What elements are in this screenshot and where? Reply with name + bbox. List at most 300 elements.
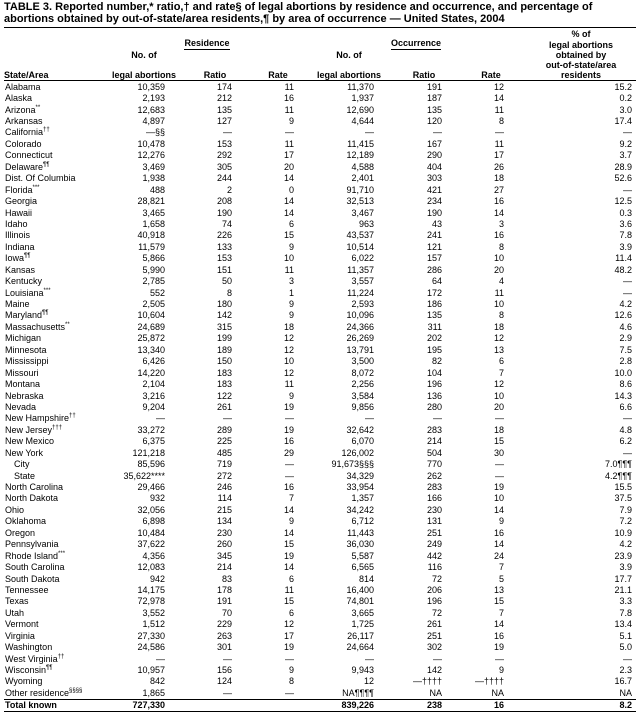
table-row xyxy=(4,607,636,618)
res-no-cell: 4,897 xyxy=(142,116,165,127)
res-ratio-cell: 8 xyxy=(226,287,232,298)
state-name: Delaware xyxy=(5,161,44,172)
occ-ratio-cell: 135 xyxy=(426,104,442,115)
table-row xyxy=(4,390,636,401)
pct-cell: 7.9 xyxy=(619,504,632,515)
occ-ratio-cell: 214 xyxy=(426,436,442,447)
state-cell xyxy=(4,230,108,241)
res-no-cell: —§§ xyxy=(145,127,165,138)
state-cell xyxy=(4,253,108,264)
pct-cell: 3.3 xyxy=(619,596,632,607)
state-cell xyxy=(4,619,108,630)
res-no-cell: 35,622**** xyxy=(123,470,165,481)
footnote-marker: ¶¶ xyxy=(24,253,31,260)
table-row xyxy=(4,630,636,641)
state-cell xyxy=(4,207,108,218)
occ-rate-cell: 10 xyxy=(493,390,504,401)
occ-no-cell: 91,710 xyxy=(346,184,374,195)
occ-no-cell: 12,690 xyxy=(346,104,374,115)
occ-no-cell: 32,513 xyxy=(346,196,374,207)
occ-no-cell: 32,642 xyxy=(346,424,374,435)
res-ratio-cell: 124 xyxy=(216,676,232,687)
state-name: State xyxy=(14,470,36,481)
occ-no-cell: 11,415 xyxy=(347,138,374,149)
occ-no-cell: 10,096 xyxy=(346,310,374,321)
pct-header-line3: obtained by xyxy=(555,50,607,60)
res-ratio-cell: 174 xyxy=(216,81,232,92)
table-header xyxy=(4,28,636,81)
state-cell xyxy=(4,81,108,93)
table-row xyxy=(4,173,636,184)
res-no-cell: 10,604 xyxy=(137,310,165,321)
res-ratio-cell: 74 xyxy=(221,218,232,229)
res-ratio-cell: 153 xyxy=(216,253,232,264)
pct-cell: 17.7 xyxy=(614,573,632,584)
res-ratio-cell: 114 xyxy=(217,493,232,504)
total-label: Total known xyxy=(4,699,108,711)
res-rate-cell: 14 xyxy=(283,207,294,218)
state-cell xyxy=(4,458,108,469)
occ-ratio-cell: 116 xyxy=(427,562,442,573)
occ-ratio-cell: 72 xyxy=(431,607,442,618)
res-rate-cell: — xyxy=(285,459,294,470)
occ-ratio-cell: 241 xyxy=(426,230,442,241)
res-ratio-cell: 150 xyxy=(216,356,232,367)
occ-ratio-header: Ratio xyxy=(392,70,456,81)
res-ratio-cell: 315 xyxy=(216,321,232,332)
occ-no-cell: 34,329 xyxy=(346,470,374,481)
state-name: Texas xyxy=(5,596,29,607)
pct-cell: — xyxy=(623,447,632,458)
occ-rate-cell: — xyxy=(495,470,504,481)
pct-cell: 4.2¶¶¶ xyxy=(604,470,632,481)
state-cell xyxy=(4,344,108,355)
occ-rate-cell: 16 xyxy=(493,230,504,241)
res-ratio-cell: 208 xyxy=(216,196,232,207)
table-row xyxy=(4,92,636,103)
res-no-cell: 1,658 xyxy=(142,218,165,229)
res-ratio-cell: 225 xyxy=(216,436,232,447)
occ-no-cell: 2,256 xyxy=(351,379,374,390)
res-rate-cell: 9 xyxy=(288,299,294,310)
state-cell xyxy=(4,630,108,641)
state-name: West Virginia xyxy=(5,653,58,664)
res-ratio-cell: 134 xyxy=(216,516,232,527)
state-name: Dist. Of Columbia xyxy=(5,173,76,184)
total-pct: 8.2 xyxy=(526,699,636,711)
state-name: Nebraska xyxy=(5,390,44,401)
res-no-cell: 24,586 xyxy=(137,642,165,653)
occ-rate-cell: 11 xyxy=(494,138,504,149)
state-name: North Dakota xyxy=(5,493,59,504)
res-ratio-cell: 292 xyxy=(216,150,232,161)
res-ratio-cell: 246 xyxy=(216,482,232,493)
occ-ratio-cell: 43 xyxy=(431,218,442,229)
res-ratio-cell: 183 xyxy=(216,367,232,378)
state-cell xyxy=(4,481,108,492)
occ-rate-cell: —†††† xyxy=(474,676,504,687)
occ-ratio-cell: 283 xyxy=(426,482,442,493)
occ-rate-cell: 16 xyxy=(493,527,504,538)
res-rate-cell: 11 xyxy=(284,379,294,390)
res-rate-cell: 12 xyxy=(283,344,294,355)
state-cell xyxy=(4,687,108,699)
table-row xyxy=(4,104,636,115)
res-ratio-cell: 226 xyxy=(216,230,232,241)
occ-ratio-cell: 249 xyxy=(426,539,442,550)
state-name: Arizona xyxy=(5,104,36,115)
state-cell xyxy=(4,298,108,309)
res-no-cell: 2,193 xyxy=(142,93,165,104)
res-ratio-cell: 183 xyxy=(216,379,232,390)
occ-ratio-cell: 302 xyxy=(426,642,442,653)
occ-ratio-cell: 286 xyxy=(426,264,442,275)
state-cell xyxy=(4,527,108,538)
res-no-of-header: No. of xyxy=(131,50,157,60)
pct-cell: 28.9 xyxy=(614,161,632,172)
occ-ratio-cell: 166 xyxy=(426,493,442,504)
res-rate-cell: 0 xyxy=(288,184,294,195)
table-row xyxy=(4,687,636,699)
res-rate-cell: 11 xyxy=(284,81,294,92)
occ-ratio-cell: 504 xyxy=(426,447,442,458)
state-name: Connecticut xyxy=(5,150,53,161)
occ-no-cell: 11,443 xyxy=(347,527,374,538)
occ-ratio-cell: 421 xyxy=(426,184,442,195)
pct-cell: 5.0 xyxy=(619,642,632,653)
res-no-cell: 10,484 xyxy=(137,527,165,538)
res-rate-cell: 14 xyxy=(283,196,294,207)
occ-rate-cell: — xyxy=(495,653,504,664)
res-no-cell: 72,978 xyxy=(137,596,165,607)
occ-rate-cell: 19 xyxy=(493,642,504,653)
res-no-cell: 6,426 xyxy=(142,356,165,367)
res-no-cell: 14,220 xyxy=(137,367,165,378)
res-no-cell: 25,872 xyxy=(137,333,165,344)
table-row xyxy=(4,596,636,607)
res-ratio-cell: — xyxy=(223,413,232,424)
state-name: Montana xyxy=(5,379,41,390)
state-cell xyxy=(4,607,108,618)
state-name: North Carolina xyxy=(5,482,64,493)
res-rate-cell: — xyxy=(285,127,294,138)
pct-header-line2: legal abortions xyxy=(548,40,613,50)
state-name: Kansas xyxy=(5,264,36,275)
res-rate-cell: 6 xyxy=(288,573,294,584)
table-row xyxy=(4,333,636,344)
footnote-marker: †† xyxy=(69,413,76,420)
occ-ratio-cell: 196 xyxy=(426,596,442,607)
state-cell xyxy=(4,664,108,675)
res-ratio-cell: 178 xyxy=(216,584,232,595)
occ-no-of-header: No. of xyxy=(336,50,362,60)
res-no-cell: 552 xyxy=(149,287,165,298)
res-rate-cell: 14 xyxy=(283,527,294,538)
res-rate-cell: 11 xyxy=(284,138,294,149)
occ-ratio-cell: 280 xyxy=(426,401,442,412)
occ-no-cell: 9,943 xyxy=(351,665,374,676)
state-name: Nevada xyxy=(5,401,37,412)
res-rate-cell: 11 xyxy=(284,104,294,115)
state-name: South Dakota xyxy=(5,573,60,584)
footnote-marker: ¶¶ xyxy=(43,161,50,168)
state-name: Oklahoma xyxy=(5,516,47,527)
occ-rate-header: Rate xyxy=(456,70,526,81)
table-row xyxy=(4,344,636,355)
pct-cell: 4.6 xyxy=(619,321,632,332)
occ-no-cell: 24,366 xyxy=(346,321,374,332)
table-row xyxy=(4,241,636,252)
res-no-cell: 13,340 xyxy=(137,344,165,355)
state-cell xyxy=(4,241,108,252)
occ-ratio-cell: 131 xyxy=(426,516,442,527)
table-row xyxy=(4,218,636,229)
occ-no-cell: 12 xyxy=(363,676,374,687)
res-ratio-cell: 719 xyxy=(216,459,232,470)
occ-no-cell: 12,189 xyxy=(346,150,374,161)
occ-ratio-cell: 290 xyxy=(426,150,442,161)
occ-rate-cell: 8 xyxy=(498,310,504,321)
res-ratio-cell: 2 xyxy=(226,184,232,195)
total-occ-rate: 16 xyxy=(456,699,526,711)
pct-cell: 16.7 xyxy=(614,676,632,687)
pct-cell: 7.8 xyxy=(619,230,632,241)
state-name: Maryland xyxy=(5,310,43,321)
table-row xyxy=(4,516,636,527)
res-rate-cell: 16 xyxy=(283,436,294,447)
state-cell xyxy=(4,413,108,424)
occ-ratio-cell: 202 xyxy=(426,333,442,344)
res-rate-cell: 19 xyxy=(283,424,294,435)
footnote-marker: ¶¶ xyxy=(46,665,53,672)
res-no-cell: 24,689 xyxy=(137,321,165,332)
res-no-cell: 10,478 xyxy=(137,138,165,149)
occ-rate-cell: 9 xyxy=(498,665,504,676)
pct-cell: — xyxy=(623,276,632,287)
footnote-marker: ** xyxy=(35,104,41,111)
footnote-marker: †† xyxy=(43,127,50,134)
state-name: Ohio xyxy=(5,504,25,515)
table-row xyxy=(4,264,636,275)
pct-cell: 2.9 xyxy=(619,333,632,344)
occ-ratio-cell: 157 xyxy=(426,253,442,264)
pct-header-line1: % of xyxy=(571,29,591,39)
pct-cell: 17.4 xyxy=(614,116,632,127)
occ-ratio-cell: 230 xyxy=(426,504,442,515)
table-row xyxy=(4,275,636,286)
pct-cell: 23.9 xyxy=(614,550,632,561)
occ-rate-cell: 7 xyxy=(498,562,504,573)
state-name: New Hampshire xyxy=(5,413,70,424)
state-cell xyxy=(4,424,108,435)
occ-no-cell: 1,937 xyxy=(351,93,374,104)
state-cell xyxy=(4,264,108,275)
occ-no-cell: 1,725 xyxy=(351,619,374,630)
res-rate-cell: 7 xyxy=(288,493,294,504)
state-name: Other residence xyxy=(5,687,70,698)
pct-cell: 0.3 xyxy=(619,207,632,218)
occ-no-cell: 2,401 xyxy=(351,173,374,184)
res-no-cell: 32,056 xyxy=(137,504,165,515)
occ-ratio-cell: 72 xyxy=(431,573,442,584)
res-rate-cell: — xyxy=(285,413,294,424)
total-res-ratio xyxy=(180,699,250,711)
res-rate-cell: — xyxy=(285,470,294,481)
occ-no-cell: 3,467 xyxy=(351,207,374,218)
occ-rate-cell: 12 xyxy=(493,81,504,92)
table-row xyxy=(4,470,636,481)
occ-ratio-cell: 303 xyxy=(426,173,442,184)
res-rate-cell: 12 xyxy=(283,367,294,378)
state-cell xyxy=(4,390,108,401)
occ-ratio-cell: 770 xyxy=(426,459,442,470)
occ-ratio-cell: 206 xyxy=(426,584,442,595)
table-row xyxy=(4,458,636,469)
res-no-cell: 12,083 xyxy=(137,562,165,573)
state-name: Illinois xyxy=(5,230,31,241)
res-ratio-cell: 301 xyxy=(216,642,232,653)
occ-no-cell: 6,070 xyxy=(351,436,374,447)
table-row xyxy=(4,481,636,492)
state-cell xyxy=(4,195,108,206)
res-no-cell: 6,375 xyxy=(142,436,165,447)
occ-ratio-cell: — xyxy=(433,127,442,138)
occ-rate-cell: 27 xyxy=(493,184,504,195)
occ-rate-cell: 4 xyxy=(498,276,504,287)
state-cell xyxy=(4,275,108,286)
pct-cell: 7.5 xyxy=(619,344,632,355)
occ-no-cell: 3,500 xyxy=(351,356,374,367)
occ-rate-cell: 5 xyxy=(498,573,504,584)
res-no-cell: 11,579 xyxy=(138,241,165,252)
res-ratio-cell: 272 xyxy=(216,470,232,481)
state-name: Arkansas xyxy=(5,116,43,127)
state-name: Wyoming xyxy=(5,676,43,687)
pct-cell: — xyxy=(623,127,632,138)
table-row xyxy=(4,664,636,675)
state-name: Massachusetts xyxy=(5,321,66,332)
occ-rate-cell: 19 xyxy=(493,482,504,493)
pct-cell: 6.6 xyxy=(619,401,632,412)
res-no-cell: 1,938 xyxy=(142,173,165,184)
occ-ratio-cell: 251 xyxy=(426,527,442,538)
res-no-cell: 2,505 xyxy=(142,299,165,310)
res-no-cell: 12,276 xyxy=(137,150,165,161)
res-ratio-cell: 305 xyxy=(216,161,232,172)
res-rate-cell: 6 xyxy=(288,607,294,618)
pct-cell: 2.3 xyxy=(619,665,632,676)
footnote-marker: ** xyxy=(65,321,70,328)
res-rate-cell: 9 xyxy=(288,116,294,127)
occ-ratio-cell: 142 xyxy=(426,665,442,676)
occ-no-cell: 74,801 xyxy=(346,596,374,607)
occ-rate-cell: — xyxy=(495,127,504,138)
res-no-cell: 5,866 xyxy=(142,253,165,264)
table-row xyxy=(4,310,636,321)
table-row xyxy=(4,287,636,298)
res-ratio-cell: 229 xyxy=(216,619,232,630)
table-row xyxy=(4,150,636,161)
res-rate-cell: 10 xyxy=(283,356,294,367)
res-ratio-cell: 212 xyxy=(216,93,232,104)
state-cell xyxy=(4,676,108,687)
occ-ratio-cell: 190 xyxy=(426,207,442,218)
res-ratio-cell: 263 xyxy=(216,630,232,641)
state-cell xyxy=(4,138,108,149)
state-name: Missouri xyxy=(5,367,39,378)
state-name: New York xyxy=(5,447,44,458)
occ-no-cell: — xyxy=(365,653,374,664)
res-rate-cell: 1 xyxy=(288,287,294,298)
res-ratio-cell: — xyxy=(223,127,232,138)
state-name: California xyxy=(5,127,44,138)
occ-rate-cell: 9 xyxy=(498,516,504,527)
pct-cell: — xyxy=(623,184,632,195)
state-name: Minnesota xyxy=(5,344,47,355)
occ-no-cell: 33,954 xyxy=(346,482,374,493)
occ-rate-cell: 12 xyxy=(493,333,504,344)
res-rate-cell: — xyxy=(285,687,294,698)
table-row xyxy=(4,138,636,149)
occ-rate-cell: — xyxy=(495,413,504,424)
state-name: Washington xyxy=(5,642,53,653)
occ-ratio-cell: 262 xyxy=(426,470,442,481)
state-cell xyxy=(4,92,108,103)
occ-ratio-cell: 251 xyxy=(426,630,442,641)
state-cell xyxy=(4,573,108,584)
res-no-cell: 121,218 xyxy=(132,447,165,458)
occ-ratio-cell: 187 xyxy=(426,93,442,104)
occ-rate-cell: 12 xyxy=(493,379,504,390)
table-row xyxy=(4,561,636,572)
occ-no-cell: 6,022 xyxy=(351,253,374,264)
res-ratio-cell: 127 xyxy=(216,116,232,127)
occ-ratio-cell: 167 xyxy=(426,138,442,149)
occ-ratio-cell: 404 xyxy=(426,161,442,172)
occ-rate-cell: 20 xyxy=(493,264,504,275)
footnote-marker: *** xyxy=(58,550,66,557)
state-cell xyxy=(4,310,108,321)
occ-no-cell: 6,712 xyxy=(351,516,374,527)
res-ratio-cell: — xyxy=(223,653,232,664)
occ-rate-cell: 16 xyxy=(493,630,504,641)
occ-no-cell: 963 xyxy=(358,218,374,229)
pct-cell: 15.5 xyxy=(614,482,632,493)
pct-cell: 11.4 xyxy=(615,253,632,264)
occ-no-cell: 4,644 xyxy=(351,116,374,127)
table-row xyxy=(4,401,636,412)
pct-cell: 3.6 xyxy=(619,218,632,229)
res-rate-cell: — xyxy=(285,653,294,664)
pct-cell: 4.8 xyxy=(619,424,632,435)
occ-ratio-cell: — xyxy=(433,653,442,664)
res-rate-cell: 19 xyxy=(283,401,294,412)
state-name: South Carolina xyxy=(5,562,65,573)
pct-cell: 8.6 xyxy=(619,379,632,390)
table-row xyxy=(4,493,636,504)
footnote-marker: §§§§ xyxy=(69,687,83,694)
res-ratio-cell: 244 xyxy=(216,173,232,184)
res-rate-cell: 29 xyxy=(283,447,294,458)
res-rate-cell: 17 xyxy=(283,630,294,641)
res-ratio-cell: 485 xyxy=(216,447,232,458)
state-name: Kentucky xyxy=(5,276,43,287)
res-ratio-cell: 151 xyxy=(216,264,232,275)
pct-cell: 12.6 xyxy=(614,310,632,321)
occ-no-cell: 11,224 xyxy=(347,287,374,298)
res-no-cell: 37,622 xyxy=(137,539,165,550)
state-name: New Jersey xyxy=(5,424,53,435)
